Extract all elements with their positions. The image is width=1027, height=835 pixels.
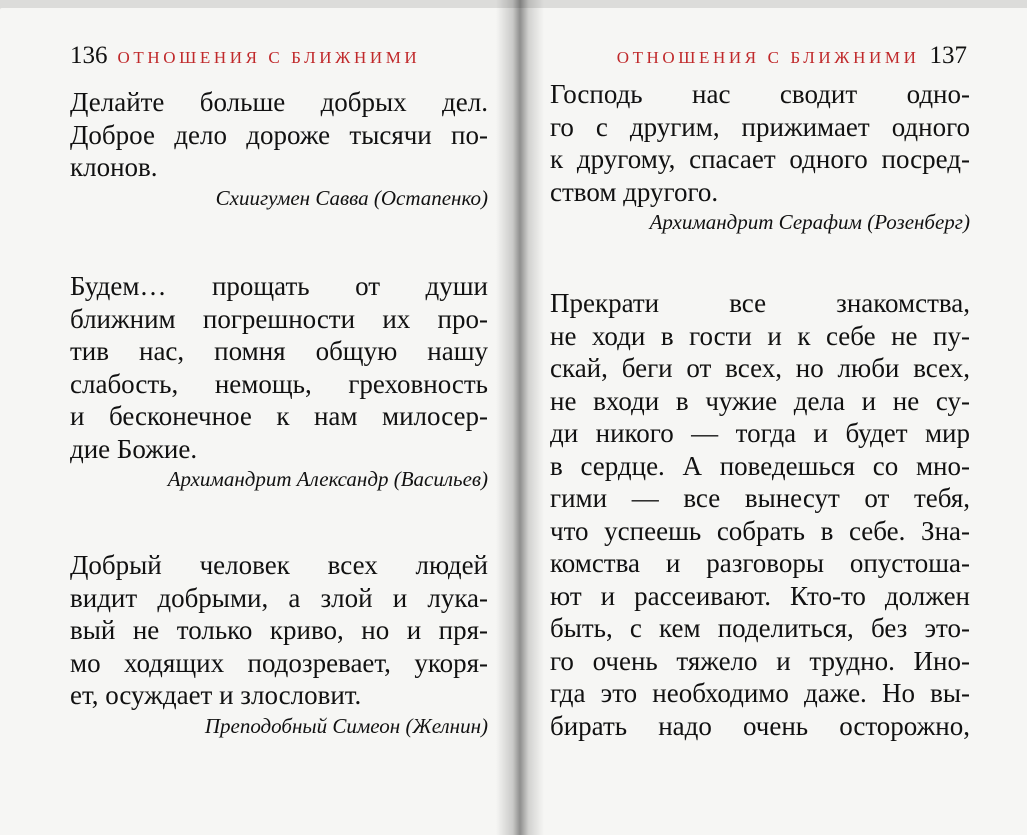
quote-block <box>550 78 970 235</box>
left-page <box>0 8 518 835</box>
quote-line: не входи в чужие дела и не су- <box>550 385 970 416</box>
page-number: 136 <box>70 42 108 69</box>
quote-line: вый не только криво, но и пря- <box>70 615 488 645</box>
quote-line: тив нас, помня общую нашу <box>70 336 488 366</box>
book-gutter-shadow <box>496 0 544 835</box>
quote-line: и бесконечное к нам милосер- <box>70 401 488 431</box>
running-head: ОТНОШЕНИЯ С БЛИЖНИМИ <box>117 48 421 67</box>
quote-line: ет, осуждает и злословит. <box>70 680 362 710</box>
quote-line: видит добрыми, а злой и лука- <box>70 582 488 613</box>
quote-line: Доброе дело дороже тысячи по- <box>70 119 488 150</box>
quote-line: го очень тяжело и трудно. Ино- <box>550 645 970 676</box>
quote-line: комства и разговоры опустоша- <box>550 548 970 578</box>
quote-line: скай, беги от всех, но люби всех, <box>550 353 970 383</box>
quote-line: что успеешь собрать в себе. Зна- <box>550 515 970 546</box>
quote-line: го с другим, прижимает одного <box>550 111 970 142</box>
quote-author: Схиигумен Савва (Остапенко) <box>215 185 488 210</box>
quote-line: слабость, немощь, греховность <box>70 368 488 399</box>
quote-line: Делайте больше добрых дел. <box>70 87 488 117</box>
left-page-header <box>70 42 420 70</box>
quote-block <box>70 549 488 739</box>
quote-line: к другому, спасает одного посред- <box>550 144 970 174</box>
quote-block <box>70 270 488 492</box>
quote-line: ством другого. <box>550 176 719 207</box>
quote-line: ют и рассеивают. Кто-то должен <box>550 580 970 611</box>
quote-line: Господь нас сводит одно- <box>550 79 970 109</box>
quote-author: Архимандрит Александр (Васильев) <box>167 467 488 491</box>
right-page <box>518 8 1027 835</box>
quote-line: гда это необходимо даже. Но вы- <box>550 678 970 708</box>
right-page-header <box>617 42 967 70</box>
quote-author: Преподобный Симеон (Желнин) <box>204 713 488 738</box>
quote-line: Будем… прощать от души <box>70 271 488 301</box>
quote-line: гими — все вынесут от тебя, <box>550 483 970 513</box>
quote-author: Архимандрит Серафим (Розенберг) <box>649 210 970 234</box>
quote-line: клонов. <box>70 152 158 182</box>
running-head: ОТНОШЕНИЯ С БЛИЖНИМИ <box>616 48 920 67</box>
quote-line: бирать надо очень осторожно, <box>550 710 970 741</box>
quote-line: быть, с кем поделиться, без это- <box>550 613 970 643</box>
quote-line: не ходи в гости и к себе не пу- <box>550 320 970 351</box>
quote-line: в сердце. А поведешься со мно- <box>550 450 970 481</box>
quote-line: Прекрати все знакомства, <box>550 288 970 318</box>
quote-line: ди никого — тогда и будет мир <box>550 418 970 448</box>
quote-line: Добрый человек всех людей <box>70 550 488 580</box>
quote-line: дие Божие. <box>70 433 198 464</box>
quote-block <box>70 86 488 211</box>
quote-line: ближним погрешности их про- <box>70 303 488 334</box>
page-number: 137 <box>929 42 967 69</box>
quote-block <box>550 287 970 742</box>
quote-line: мо ходящих подозревает, укоря- <box>70 647 488 678</box>
